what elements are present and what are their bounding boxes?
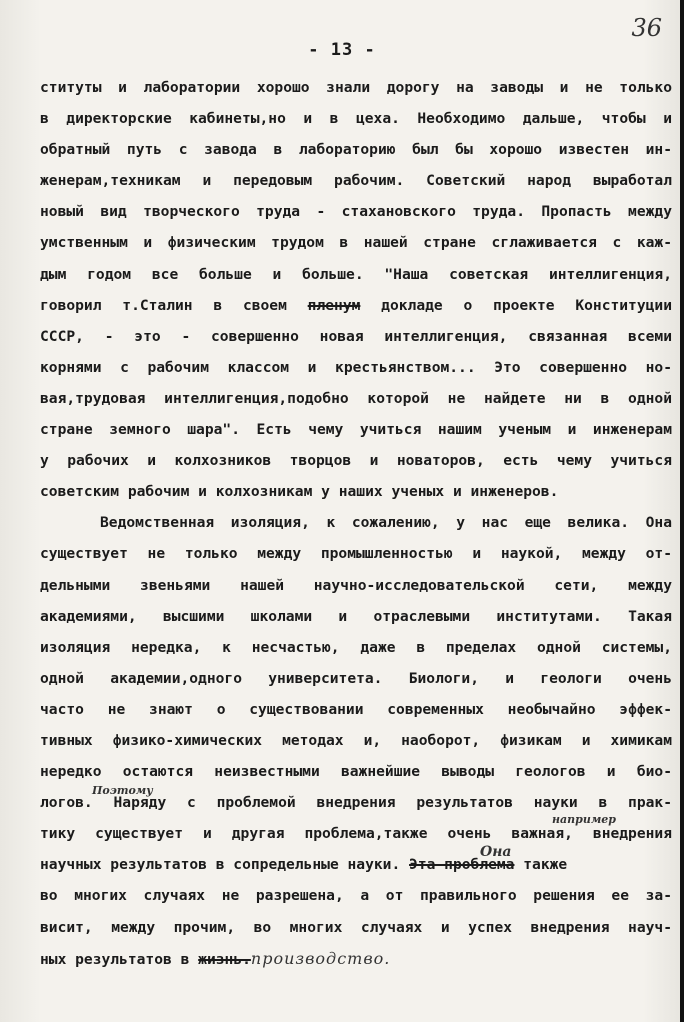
text-segment: научных результатов в сопредельные науки. [40, 856, 401, 874]
text-line: академиями, высшими школами и отраслевыми институтами. Такая [40, 607, 672, 625]
text-line: женерам,техникам и передовым рабочим. Советский народ выработал [40, 172, 672, 190]
text-line: дельными звеньями нашей научно-исследовательской сети, между [40, 576, 672, 594]
text-line [40, 813, 672, 849]
text-segment: говорил т.Сталин в своем [40, 296, 287, 314]
text-line: существует не только между промышленностью и наукой, между от- [40, 545, 672, 563]
text-line: одной академии,одного университета. Биологи, и геологи очень [40, 669, 672, 687]
archive-page-number: 36 [631, 14, 662, 42]
text-line: ституты и лаборатории хорошо знали дорогу на заводы и не только [40, 79, 672, 96]
text-segment: тику существует и другая проблема,также очень важная, [40, 825, 573, 843]
text-segment: логов. [40, 794, 93, 812]
struck-word: пленум [307, 296, 361, 314]
text-line: обратный путь с завода в лабораторию был бы хорошо известен ин- [40, 141, 672, 159]
text-line: у рабочих и колхозников творцов и новаторов, есть чему учиться [40, 452, 672, 470]
handwritten-insert: производство. [250, 948, 391, 968]
scan-edge [680, 0, 684, 1022]
text-line: тивных физико-химических методах и, наоборот, физикам и химикам [40, 731, 672, 749]
text-line [40, 943, 672, 974]
text-segment: ных результатов в [40, 950, 190, 968]
document-body [40, 72, 672, 974]
text-line: дым годом все больше и больше. "Наша советская интеллигенция, [40, 265, 672, 283]
page-number: - 13 - [308, 40, 376, 60]
text-segment: Наряду с проблемой внедрения результатов науки в прак- [92, 794, 672, 812]
text-line: новый вид творческого труда - стахановского труда. Пропасть между [40, 203, 672, 221]
text-line: стране земного шара". Есть чему учиться нашим ученым и инженерам [40, 421, 672, 439]
text-line: в директорские кабинеты,но и в цеха. Необходимо дальше, чтобы и [40, 110, 672, 128]
text-line: корнями с рабочим классом и крестьянством... Это совершенно но- [40, 358, 672, 376]
text-line: нередко остаются неизвестными важнейшие выводы геологов и био- [40, 763, 672, 781]
struck-phrase: Эта проблема [409, 856, 515, 874]
text-line: умственным и физическим трудом в нашей стране сглаживается с каж- [40, 234, 672, 252]
text-line: во многих случаях не разрешена, а от правильного решения ее за- [40, 887, 672, 905]
text-line [40, 844, 672, 880]
text-segment: внедрения [572, 825, 672, 843]
paragraph-start-line: Ведомственная изоляция, к сожалению, у нас еще велика. Она [100, 514, 672, 532]
text-line: висит, между прочим, во многих случаях и успех внедрения науч- [40, 918, 672, 936]
text-line: вая,трудовая интеллигенция,подобно которой не найдете ни в одной [40, 389, 672, 407]
text-line: часто не знают о существовании современных необычайно эффек- [40, 700, 672, 718]
text-line: советским рабочим и колхозникам у наших ученых и инженеров. [40, 483, 559, 501]
text-segment: докладе о проекте Конституции [360, 296, 672, 314]
text-line [40, 290, 672, 321]
text-line: изоляция нередка, к несчастью, даже в пределах одной системы, [40, 638, 672, 656]
text-segment: также [514, 856, 568, 874]
text-line: СССР, - это - совершенно новая интеллигенция, связанная всеми [40, 327, 672, 345]
handwritten-insert: Поэтому [92, 784, 153, 798]
struck-word: жизнь. [198, 950, 251, 968]
handwritten-insert: Она [480, 844, 512, 861]
handwritten-insert: например [552, 813, 616, 827]
